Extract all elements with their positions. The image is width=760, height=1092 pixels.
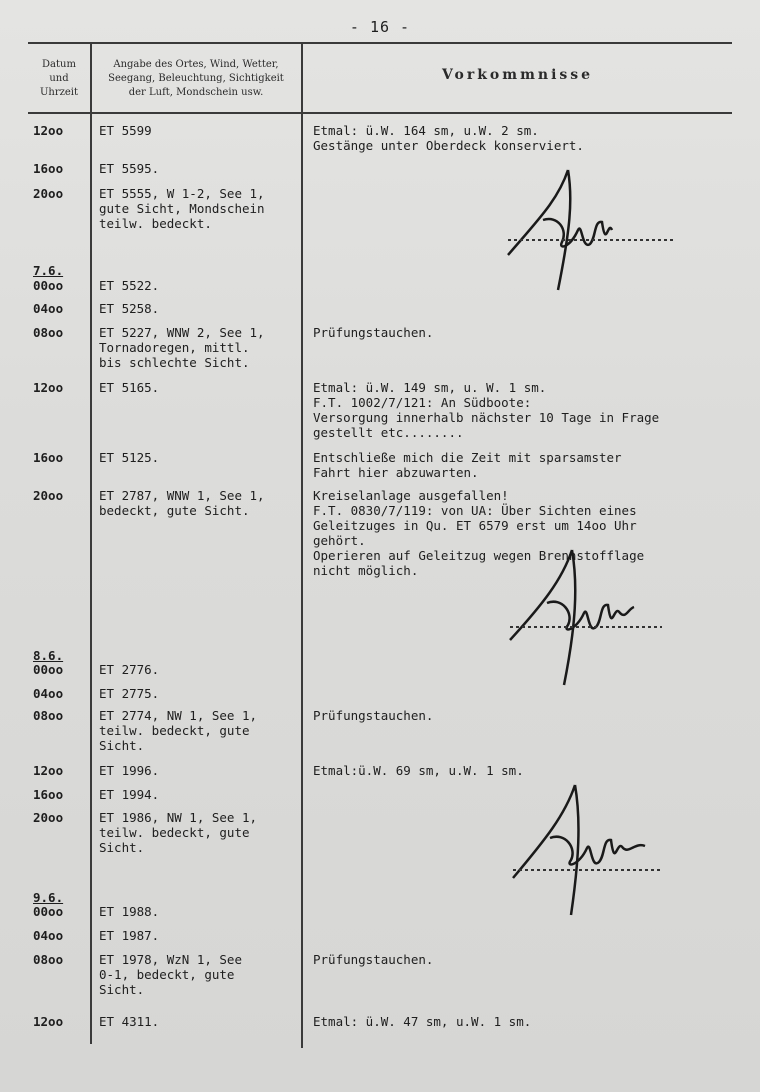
commander-signature-3 (505, 780, 685, 920)
entry-time: 16oo (33, 450, 64, 465)
header-events-col: Vorkommnisse (441, 67, 594, 83)
entry-event: Fahrt hier abzuwarten. (313, 465, 479, 480)
entry-time: 04oo (33, 301, 64, 316)
entry-position: ET 5522. (99, 278, 160, 293)
column-divider-1 (90, 44, 92, 1044)
entry-position: ET 1986, NW 1, See 1, (99, 810, 258, 825)
entry-position: ET 2787, WNW 1, See 1, (99, 488, 265, 503)
entry-position: ET 5258. (99, 301, 160, 316)
entry-position: ET 1988. (99, 904, 160, 919)
entry-time: 12oo (33, 380, 64, 395)
entry-time: 12oo (33, 123, 64, 138)
entry-position: ET 2776. (99, 662, 160, 677)
entry-time: 20oo (33, 488, 64, 503)
entry-position: ET 1996. (99, 763, 160, 778)
entry-time: 00oo (33, 662, 64, 677)
entry-time: 08oo (33, 708, 64, 723)
header-pos-line3: der Luft, Mondschein usw. (128, 87, 264, 98)
header-bottom-rule (28, 112, 732, 114)
commander-signature-1 (498, 160, 678, 300)
entry-position: ET 5227, WNW 2, See 1, (99, 325, 265, 340)
entry-position: ET 2774, NW 1, See 1, (99, 708, 258, 723)
entry-time: 16oo (33, 161, 64, 176)
entry-time: 08oo (33, 325, 64, 340)
entry-position: Tornadoregen, mittl. (99, 340, 250, 355)
entry-position: bedeckt, gute Sicht. (99, 503, 250, 518)
entry-position: teilw. bedeckt, gute (99, 825, 250, 840)
entry-position: 0-1, bedeckt, gute (99, 967, 235, 982)
entry-time: 12oo (33, 763, 64, 778)
entry-time: 16oo (33, 787, 64, 802)
entry-position: ET 5125. (99, 450, 160, 465)
entry-time: 12oo (33, 1014, 64, 1029)
entry-event: Geleitzuges in Qu. ET 6579 erst um 14oo Uhr (313, 518, 637, 533)
entry-time: 00oo (33, 904, 64, 919)
date-marker: 8.6. (33, 648, 64, 663)
entry-position: gute Sicht, Mondschein (99, 201, 265, 216)
entry-position: Sicht. (99, 840, 145, 855)
entry-position: ET 5595. (99, 161, 160, 176)
entry-time: 04oo (33, 686, 64, 701)
entry-position: Sicht. (99, 982, 145, 997)
entry-event: Kreiselanlage ausgefallen! (313, 488, 509, 503)
entry-event: Etmal: ü.W. 149 sm, u. W. 1 sm. (313, 380, 547, 395)
entry-event: Etmal: ü.W. 164 sm, u.W. 2 sm. (313, 123, 539, 138)
entry-position: ET 5165. (99, 380, 160, 395)
entry-position: ET 1994. (99, 787, 160, 802)
entry-event: Prüfungstauchen. (313, 325, 434, 340)
entry-event: Operieren auf Geleitzug wegen Brennstofflage (313, 548, 645, 563)
header-pos-line1: Angabe des Ortes, Wind, Wetter, (113, 59, 279, 70)
entry-time: 04oo (33, 928, 64, 943)
table-top-rule (28, 42, 732, 44)
entry-event: Prüfungstauchen. (313, 952, 434, 967)
header-time-line1: Datum (42, 59, 76, 70)
entry-event: Etmal:ü.W. 69 sm, u.W. 1 sm. (313, 763, 524, 778)
column-divider-2 (301, 44, 303, 1048)
date-marker: 7.6. (33, 263, 64, 278)
entry-position: ET 1978, WzN 1, See (99, 952, 242, 967)
entry-event: Gestänge unter Oberdeck konserviert. (313, 138, 584, 153)
header-time-line3: Uhrzeit (39, 87, 79, 98)
entry-event: gehört. (313, 533, 366, 548)
entry-event: nicht möglich. (313, 563, 419, 578)
entry-position: ET 5555, W 1-2, See 1, (99, 186, 265, 201)
entry-position: teilw. bedeckt, gute (99, 723, 250, 738)
date-marker: 9.6. (33, 890, 64, 905)
entry-time: 08oo (33, 952, 64, 967)
entry-position: ET 1987. (99, 928, 160, 943)
entry-event: Entschließe mich die Zeit mit sparsamster (313, 450, 622, 465)
commander-signature-2 (502, 545, 682, 690)
entry-event: F.T. 1002/7/121: An Südboote: (313, 395, 532, 410)
entry-position: bis schlechte Sicht. (99, 355, 250, 370)
header-position-col (93, 58, 299, 100)
entry-event: F.T. 0830/7/119: von UA: Über Sichten eines (313, 503, 637, 518)
header-time-line2: und (49, 73, 69, 84)
entry-event: Etmal: ü.W. 47 sm, u.W. 1 sm. (313, 1014, 532, 1029)
entry-event: Prüfungstauchen. (313, 708, 434, 723)
header-time-col (30, 58, 88, 100)
entry-position: ET 2775. (99, 686, 160, 701)
entry-time: 00oo (33, 278, 64, 293)
entry-time: 20oo (33, 186, 64, 201)
entry-event: Versorgung innerhalb nächster 10 Tage in Frage (313, 410, 660, 425)
entry-position: ET 4311. (99, 1014, 160, 1029)
header-pos-line2: Seegang, Beleuchtung, Sichtigkeit (108, 73, 284, 84)
page-number: - 16 - (349, 18, 411, 36)
entry-event: gestellt etc........ (313, 425, 464, 440)
entry-position: teilw. bedeckt. (99, 216, 212, 231)
entry-time: 20oo (33, 810, 64, 825)
entry-position: Sicht. (99, 738, 145, 753)
entry-position: ET 5599 (99, 123, 152, 138)
